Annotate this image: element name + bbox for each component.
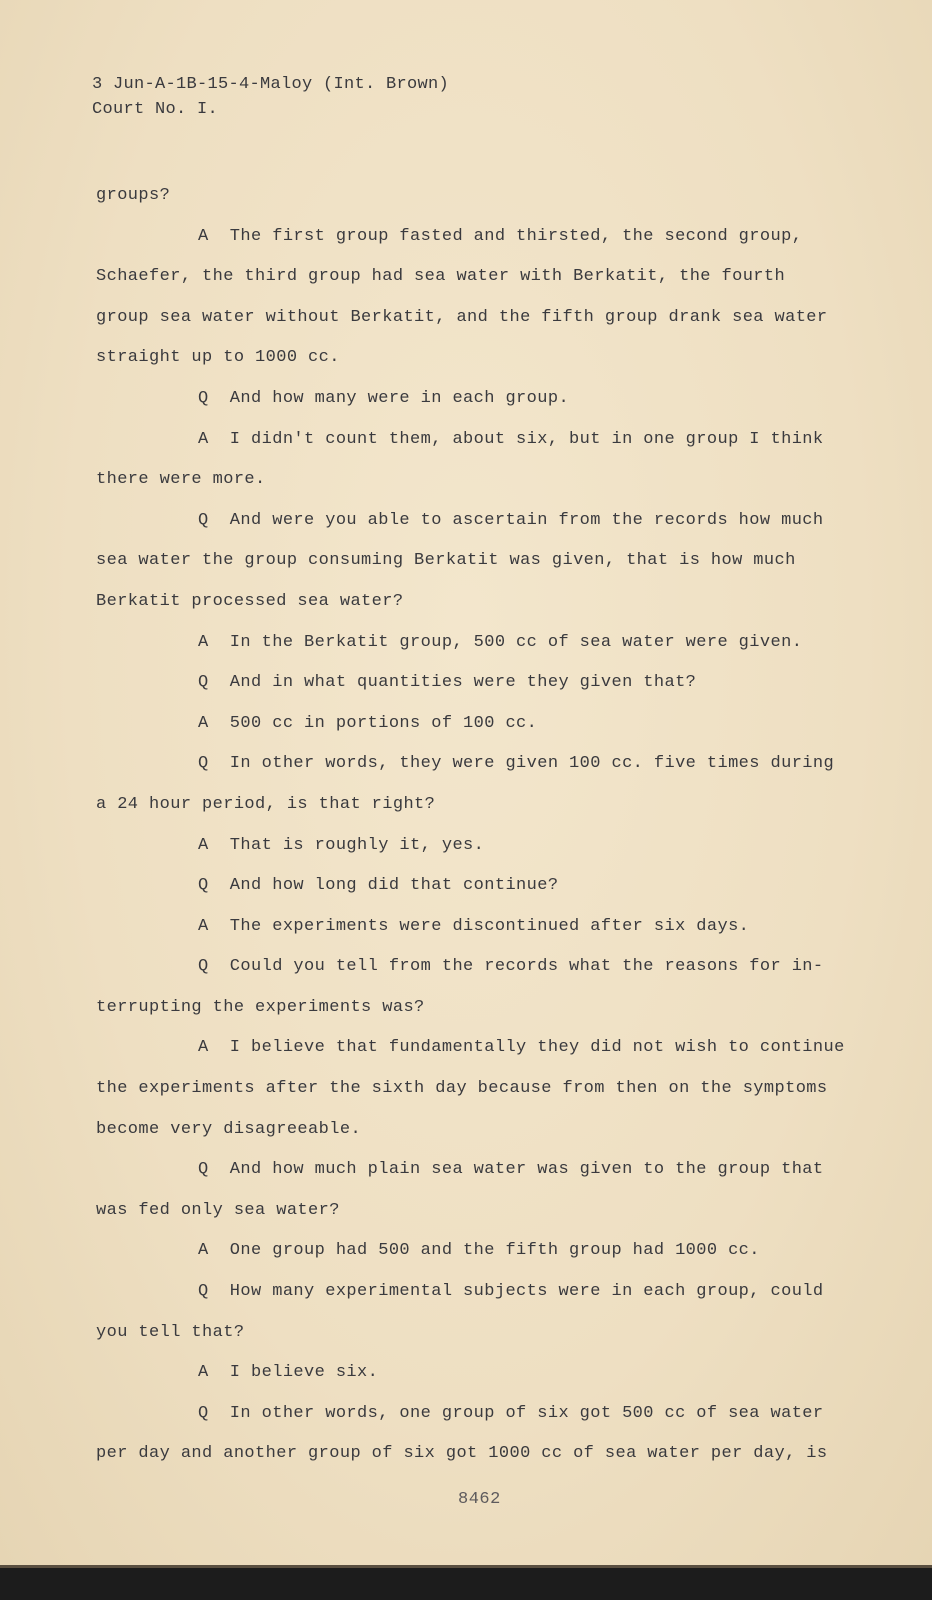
transcript-line: terrupting the experiments was? <box>96 997 425 1017</box>
transcript-line: A In the Berkatit group, 500 cc of sea water were given. <box>198 632 803 652</box>
transcript-line: Schaefer, the third group had sea water with Berkatit, the fourth <box>96 267 786 287</box>
transcript-line: there were more. <box>96 470 266 490</box>
transcript-line: Q And how much plain sea water was given to the group that <box>198 1160 824 1180</box>
transcript-line: Q And how long did that continue? <box>198 876 559 896</box>
transcript-line: Q And in what quantities were they given that? <box>198 673 697 693</box>
transcript-line: A 500 cc in portions of 100 cc. <box>198 713 538 733</box>
transcript-line: A The first group fasted and thirsted, the second group, <box>198 226 803 246</box>
transcript-line: the experiments after the sixth day because from then on the symptoms <box>96 1079 828 1099</box>
transcript-line: straight up to 1000 cc. <box>96 348 340 368</box>
transcript-line: Q And how many were in each group. <box>198 388 570 408</box>
scan-border <box>0 1565 932 1600</box>
transcript-line: groups? <box>96 186 171 205</box>
transcript-line: was fed only sea water? <box>96 1200 340 1220</box>
transcript-line: Q In other words, one group of six got 500 cc of sea water <box>198 1403 824 1423</box>
page-number: 8462 <box>458 1490 501 1509</box>
transcript-line: Q Could you tell from the records what the reasons for in- <box>198 957 824 977</box>
transcript-line: A I believe that fundamentally they did not wish to continue <box>198 1038 845 1058</box>
transcript-line: become very disagreeable. <box>96 1119 362 1139</box>
transcript-line: A I believe six. <box>198 1363 379 1383</box>
transcript-line: A The experiments were discontinued after six days. <box>198 916 750 936</box>
transcript-line: per day and another group of six got 1000 cc of sea water per day, is <box>96 1444 828 1464</box>
transcript-line: A That is roughly it, yes. <box>198 835 485 855</box>
transcript-line: you tell that? <box>96 1322 245 1342</box>
transcript-line: Q And were you able to ascertain from the records how much <box>198 510 824 530</box>
transcript-line: Q How many experimental subjects were in each group, could <box>198 1282 824 1302</box>
transcript-line: A I didn't count them, about six, but in one group I think <box>198 429 824 449</box>
transcript-line: sea water the group consuming Berkatit was given, that is how much <box>96 551 796 571</box>
transcript-line: group sea water without Berkatit, and the fifth group drank sea water <box>96 307 828 327</box>
court-number: Court No. I. <box>92 100 219 119</box>
transcript-body <box>96 176 845 1475</box>
transcript-line: Berkatit processed sea water? <box>96 591 404 611</box>
document-header <box>92 72 449 122</box>
transcript-line: Q In other words, they were given 100 cc. five times during <box>198 754 835 774</box>
transcript-line: a 24 hour period, is that right? <box>96 794 436 814</box>
transcript-line: A One group had 500 and the fifth group had 1000 cc. <box>198 1241 760 1261</box>
case-reference: 3 Jun-A-1B-15-4-Maloy (Int. Brown) <box>92 75 450 94</box>
